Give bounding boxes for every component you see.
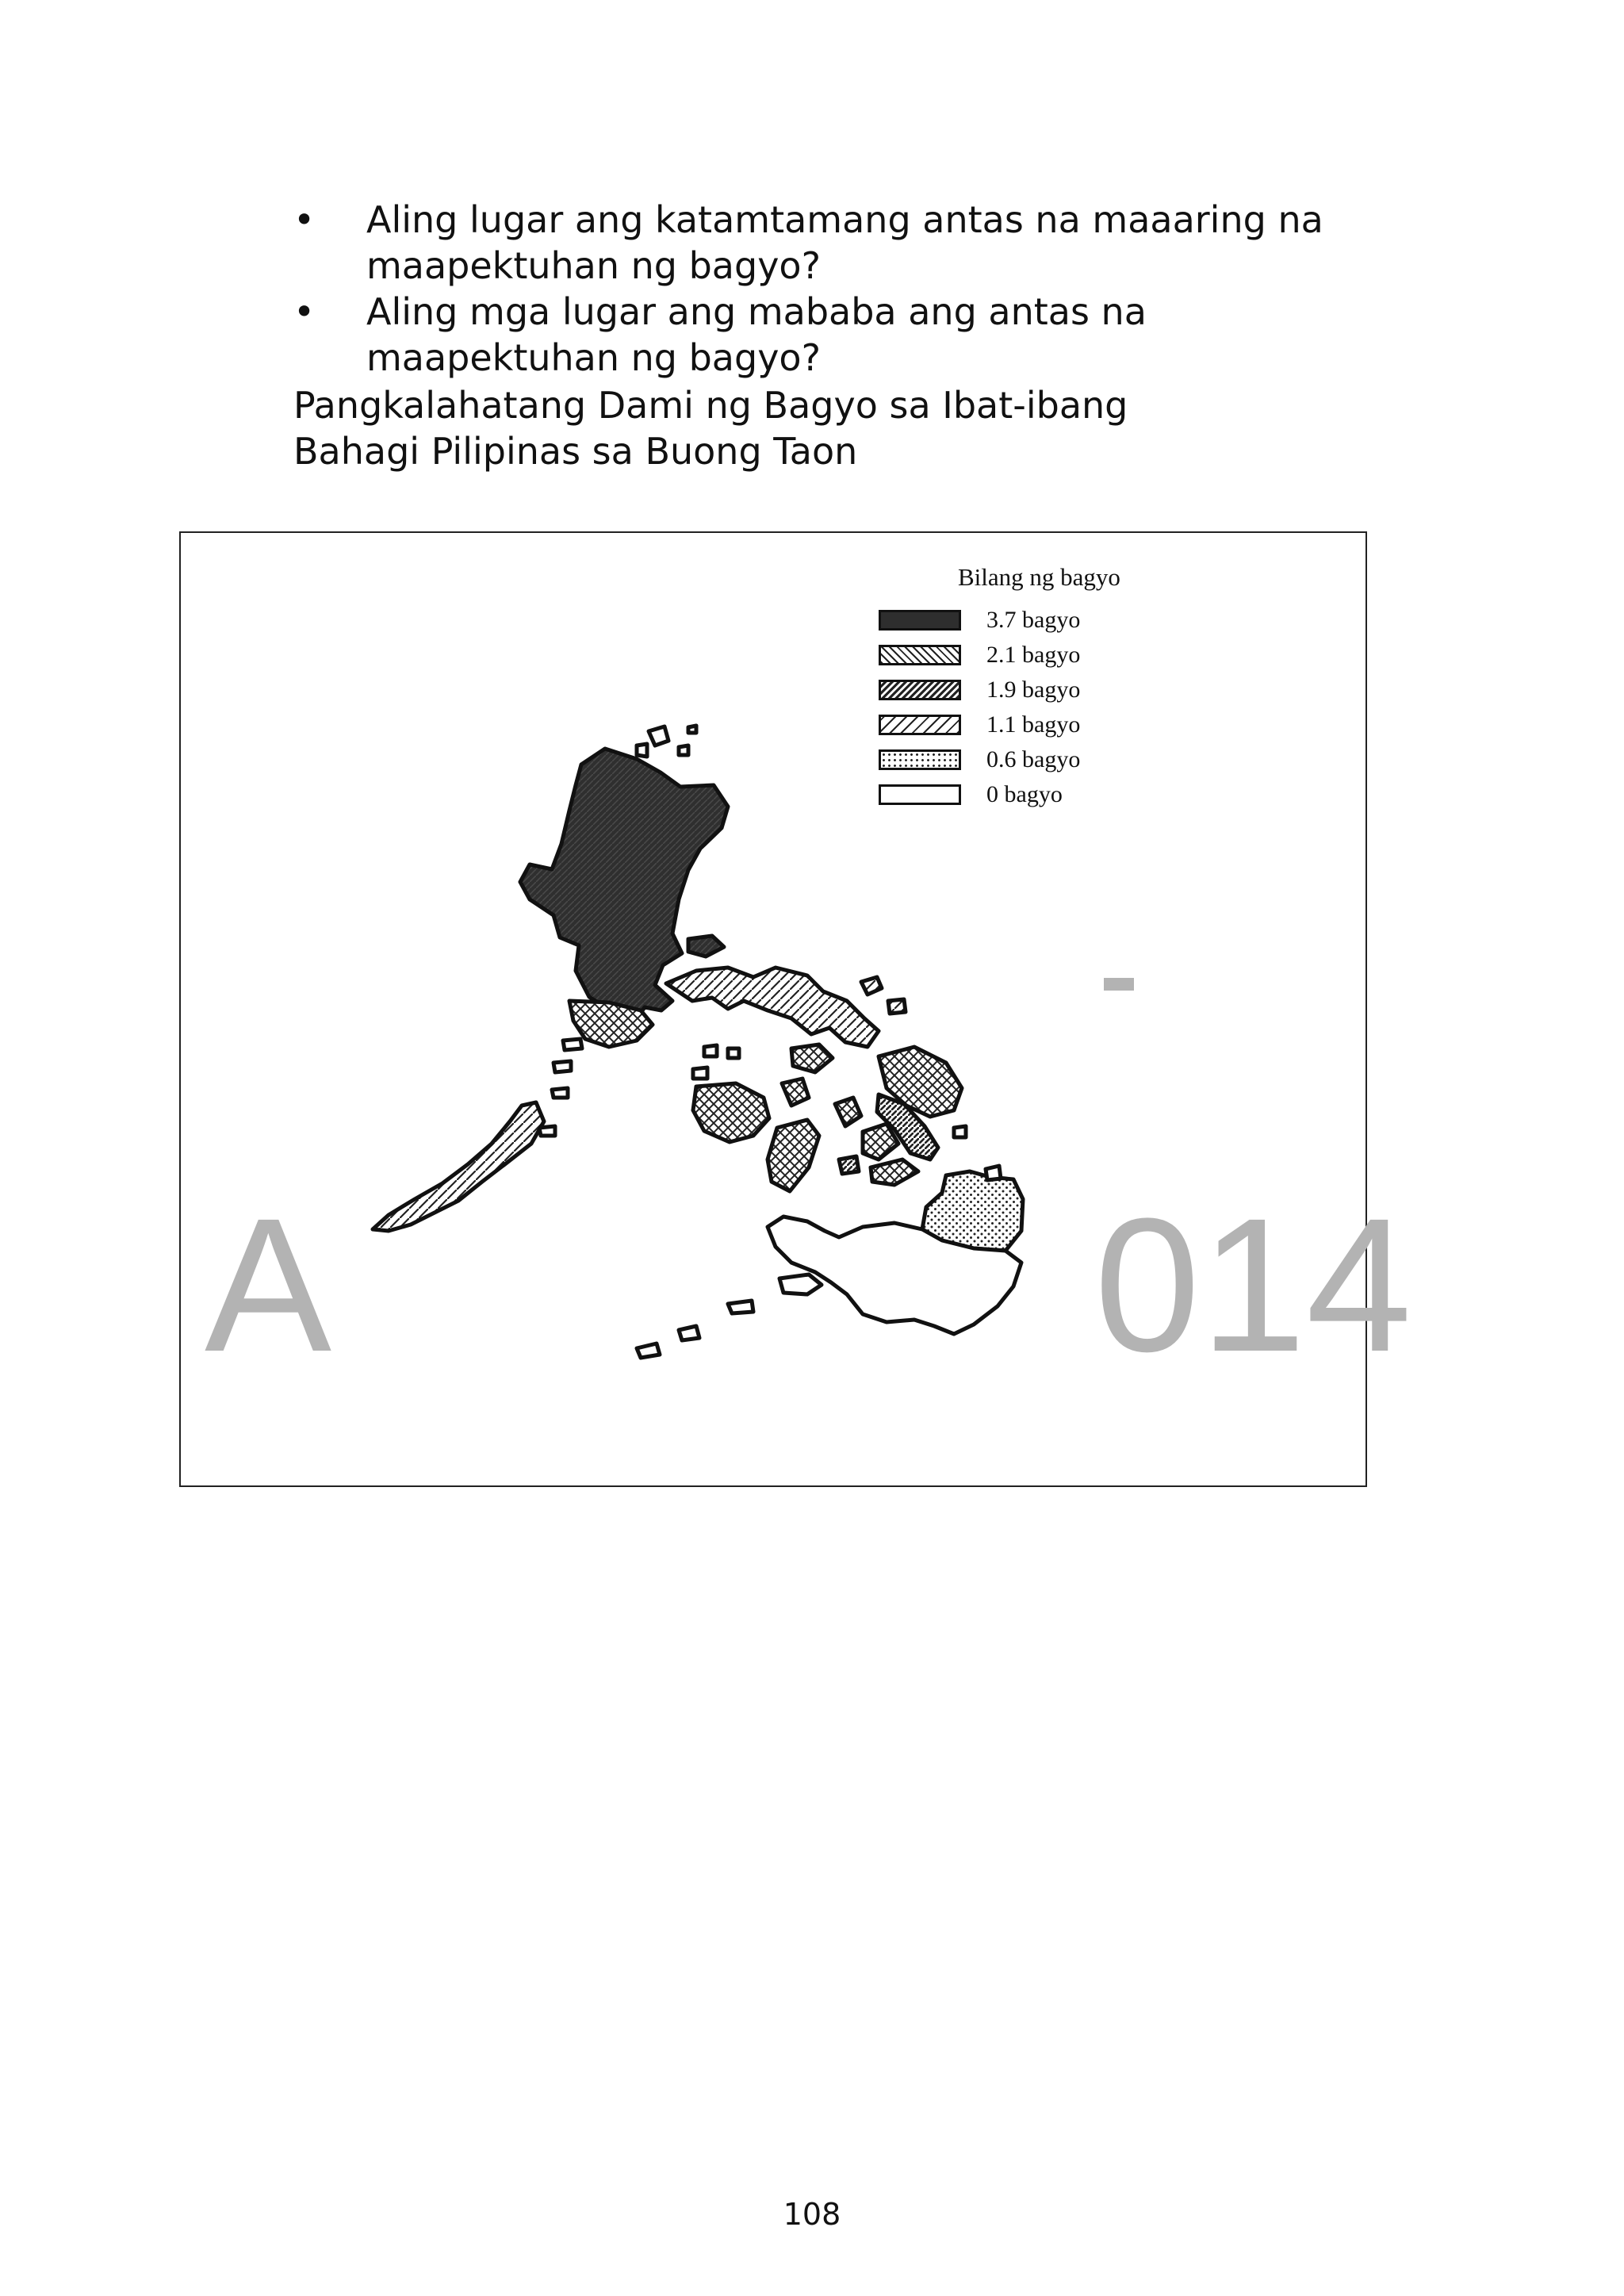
question-line: Aling lugar ang katamtamang antas na maaaring na bbox=[366, 198, 1323, 241]
watermark-right: 014 bbox=[1094, 1179, 1412, 1391]
island-icon bbox=[986, 1166, 1001, 1180]
legend-item bbox=[879, 638, 1120, 673]
island-icon bbox=[688, 936, 724, 956]
legend-swatch-diagonal bbox=[879, 715, 961, 735]
island-icon bbox=[839, 1156, 859, 1174]
question-line: Aling mga lugar ang mababa ang antas na bbox=[366, 290, 1147, 333]
watermark-left: A bbox=[205, 1179, 332, 1391]
island-icon bbox=[552, 1088, 568, 1098]
legend-swatch-dense-diagonal bbox=[879, 680, 961, 700]
map-figure bbox=[179, 531, 1367, 1487]
island-icon bbox=[649, 726, 668, 746]
legend-item bbox=[879, 603, 1120, 638]
island-icon bbox=[563, 1039, 582, 1050]
bullet-icon: • bbox=[293, 198, 316, 241]
island-icon bbox=[791, 1045, 833, 1072]
island-icon bbox=[871, 1159, 918, 1185]
island-icon bbox=[553, 1061, 571, 1072]
region-southern-luzon-bicol bbox=[666, 968, 879, 1047]
island-icon bbox=[728, 1048, 739, 1058]
region-negros bbox=[768, 1120, 819, 1191]
question-item bbox=[293, 197, 1388, 289]
legend-title: Bilang ng bagyo bbox=[958, 563, 1120, 591]
legend-label: 1.9 bagyo bbox=[986, 677, 1081, 703]
island-icon bbox=[861, 977, 882, 995]
legend-swatch-dots bbox=[879, 749, 961, 770]
island-icon bbox=[637, 1343, 660, 1358]
legend-item bbox=[879, 777, 1120, 812]
region-palawan bbox=[373, 1102, 544, 1231]
island-icon bbox=[835, 1098, 861, 1126]
legend-item bbox=[879, 673, 1120, 707]
question-line: maapektuhan ng bagyo? bbox=[366, 336, 821, 379]
island-icon bbox=[688, 726, 696, 733]
region-panay bbox=[693, 1083, 769, 1142]
map-heading-line: Bahagi Pilipinas sa Buong Taon bbox=[293, 430, 858, 473]
question-line: maapektuhan ng bagyo? bbox=[366, 244, 821, 287]
watermark-dash bbox=[1104, 978, 1134, 991]
island-icon bbox=[954, 1126, 966, 1137]
legend-item bbox=[879, 742, 1120, 777]
map-heading-line: Pangkalahatang Dami ng Bagyo sa Ibat-ibang bbox=[293, 384, 1128, 427]
legend-swatch-blank bbox=[879, 784, 961, 805]
island-icon bbox=[782, 1079, 809, 1106]
legend-swatch-crosshatch bbox=[879, 645, 961, 665]
legend-item bbox=[879, 707, 1120, 742]
legend-label: 0.6 bagyo bbox=[986, 746, 1081, 772]
legend-label: 1.1 bagyo bbox=[986, 711, 1081, 738]
map-heading bbox=[293, 382, 1388, 474]
island-icon bbox=[704, 1045, 717, 1056]
legend-label: 3.7 bagyo bbox=[986, 607, 1081, 633]
island-icon bbox=[728, 1301, 753, 1313]
legend-label: 0 bagyo bbox=[986, 781, 1063, 807]
page-number: 108 bbox=[783, 2197, 841, 2232]
island-icon bbox=[779, 1274, 822, 1294]
legend-swatch-solid bbox=[879, 610, 961, 631]
island-icon bbox=[679, 1326, 699, 1340]
bullet-icon: • bbox=[293, 290, 316, 333]
map-legend bbox=[879, 563, 1120, 812]
philippines-map bbox=[181, 533, 1365, 1485]
island-icon bbox=[679, 746, 688, 755]
legend-label: 2.1 bagyo bbox=[986, 642, 1081, 668]
island-icon bbox=[637, 744, 647, 757]
island-icon bbox=[888, 999, 906, 1014]
question-list bbox=[293, 197, 1388, 381]
island-icon bbox=[693, 1068, 707, 1079]
question-item bbox=[293, 289, 1388, 381]
